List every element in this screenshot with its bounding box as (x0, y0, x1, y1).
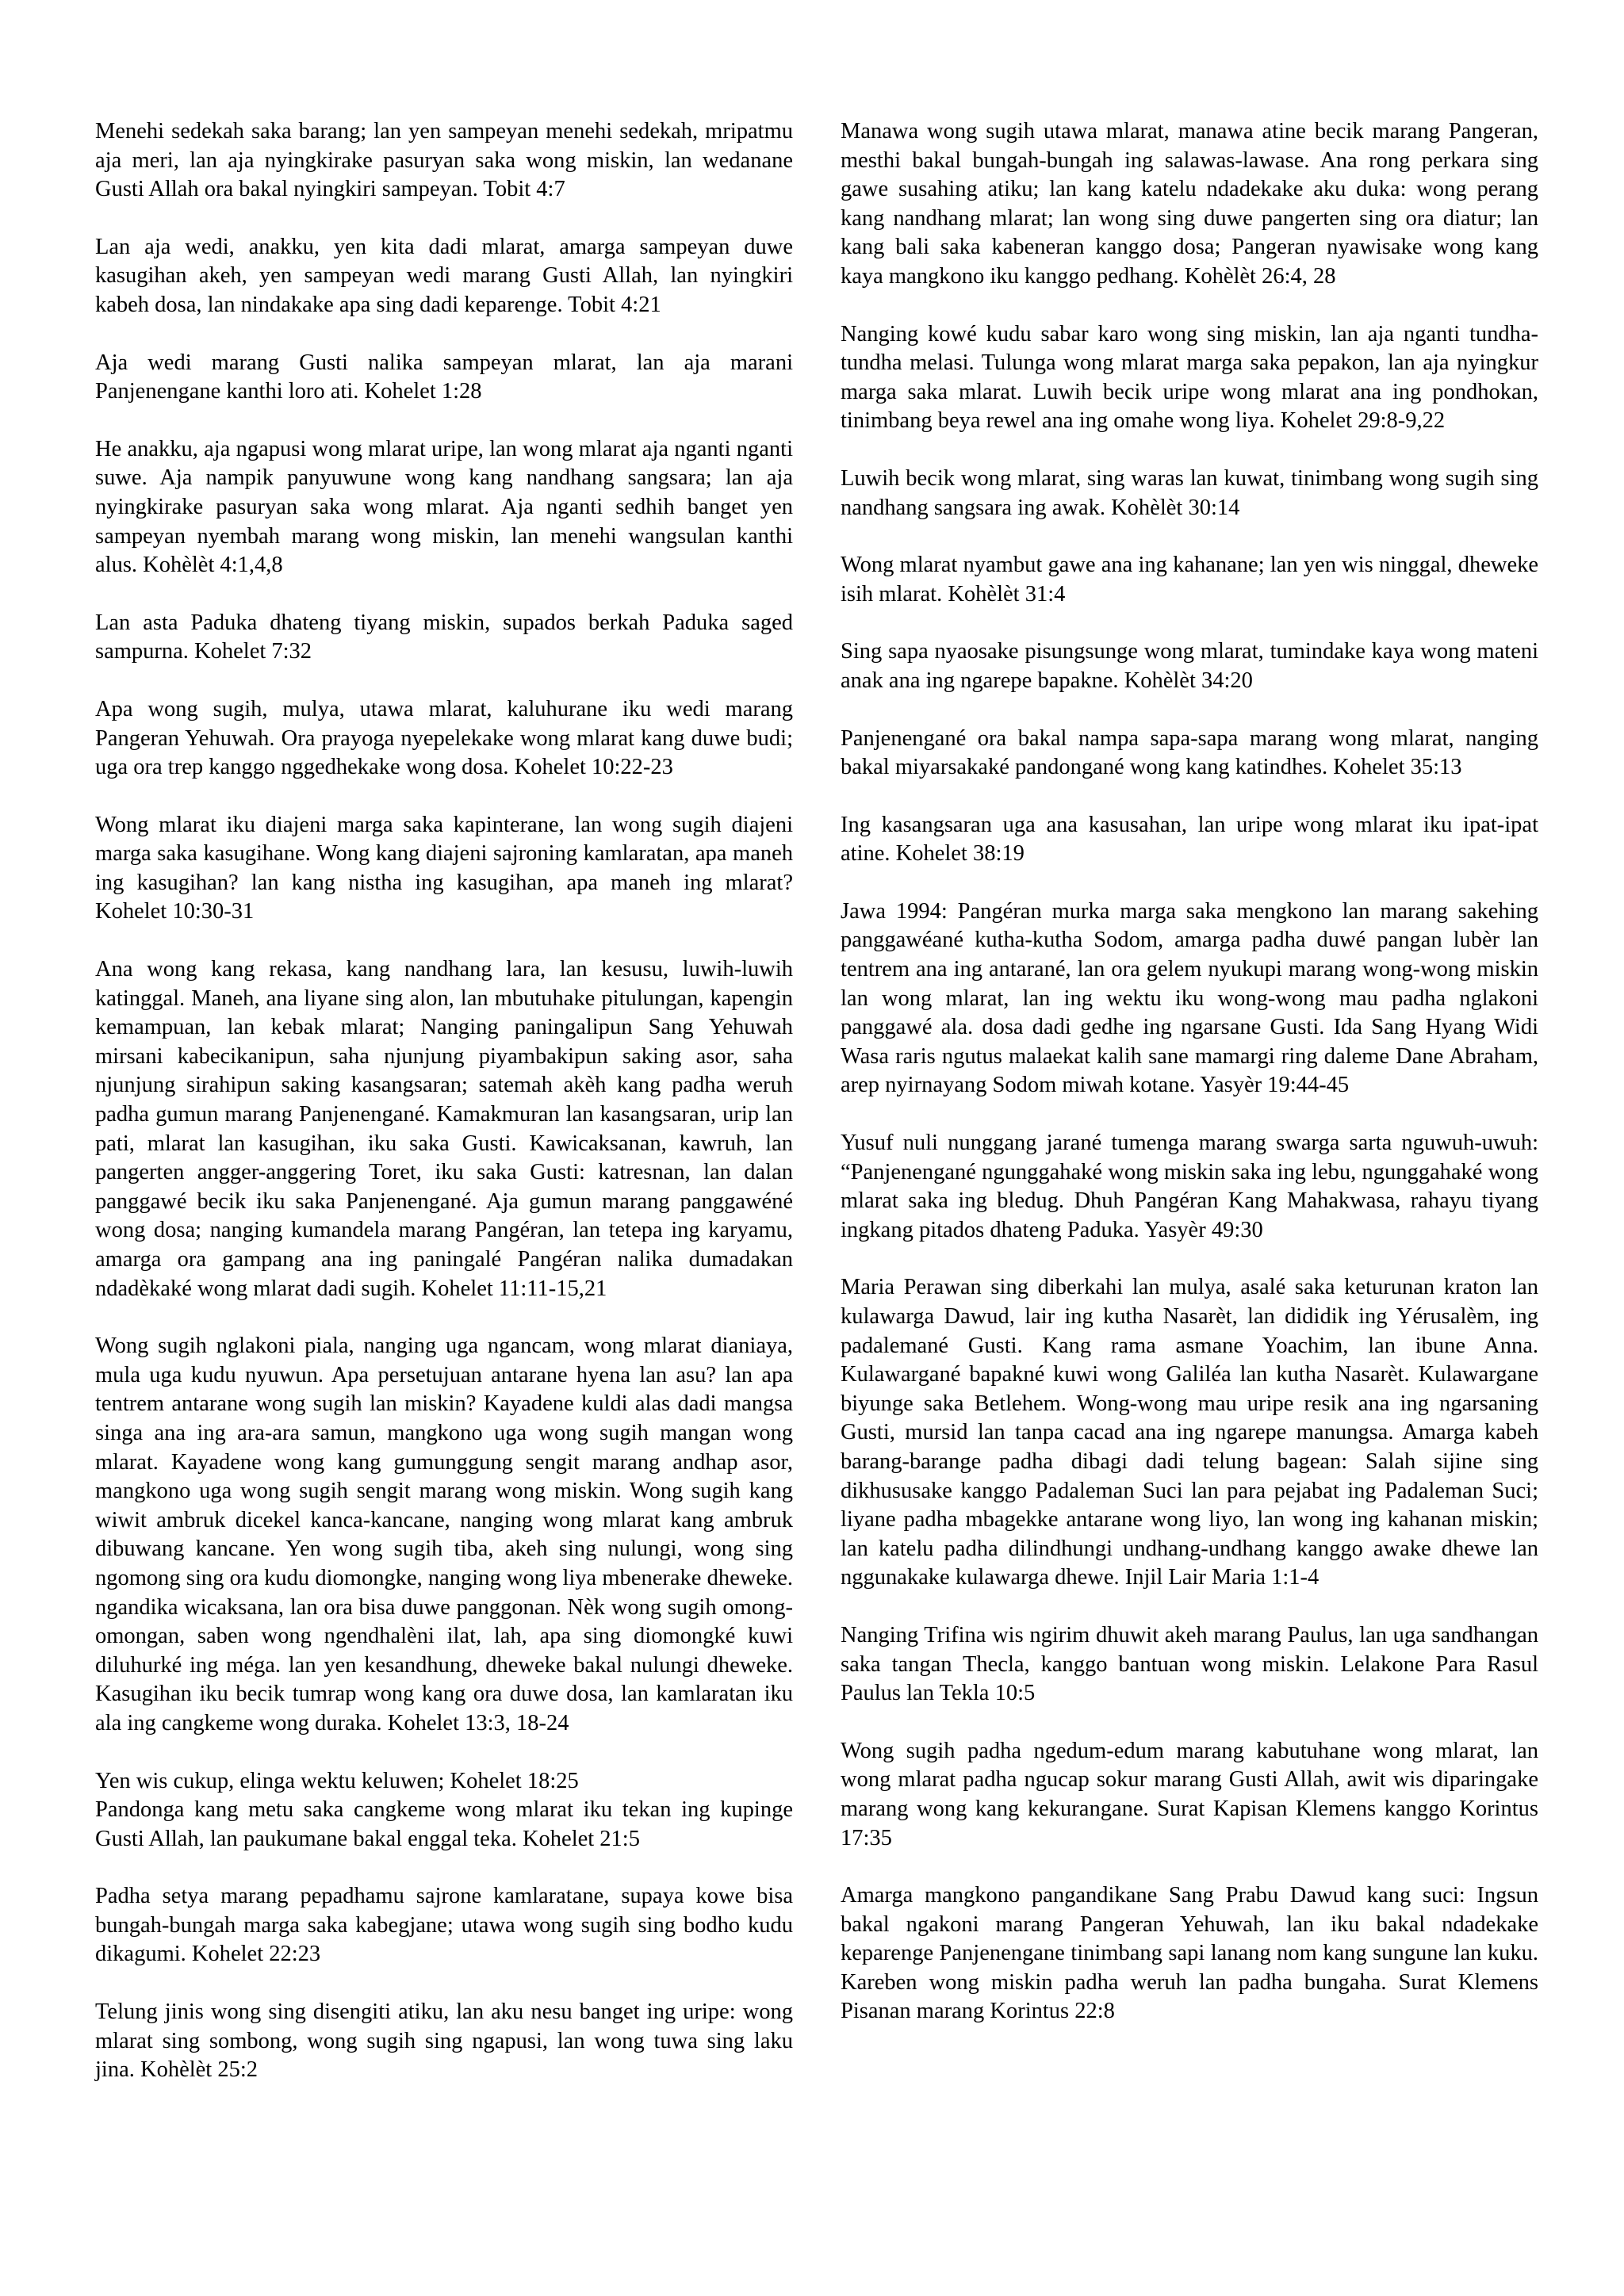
verse-paragraph: He anakku, aja ngapusi wong mlarat uripe, lan wong mlarat aja nganti nganti suwe. Aja nampik panyuwune wong kang nandhang sangsara; lan aja nyingkirake pasuryan saka wong mlarat. Aja nganti sedhih banget yen sampeyan nyembah marang wong miskin, lan menehi wangsulan kanthi alus. Kohèlèt 4:1,4,8 (95, 436, 793, 578)
verse-paragraph: Ana wong kang rekasa, kang nandhang lara, lan kesusu, luwih-luwih katinggal. Maneh, ana liyane sing alon, lan mbutuhake pitulungan, kapengin kemampuan, lan kebak mlarat; Nanging paningalipun Sang Yehuwah mirsani kabecikanipun, saha njunjung piyambakipun saking asor, saha njunjung sirahipun saking kasangsaran; satemah akèh kang padha weruh padha gumun marang Panjenengané. Kamakmuran lan kasangsaran, urip lan pati, mlarat lan kasugihan, iku saka Gusti. Kawicaksanan, kawruh, lan pangerten angger-anggering Toret, iku saka Gusti: katresnan, lan dalan panggawé becik iku saka Panjenengané. Aja gumun marang panggawéné wong dosa; nanging kumandela marang Pangéran, lan tetepa ing karyamu, amarga ora gampang ana ing paningalé Pangéran nalika dumadakan ndadèkaké wong mlarat dadi sugih. Kohelet 11:11-15,21 (95, 957, 793, 1301)
verse-paragraph: Lan aja wedi, anakku, yen kita dadi mlarat, amarga sampeyan duwe kasugihan akeh, yen sampeyan wedi marang Gusti Allah, lan nyingkiri kabeh dosa, lan nindakake apa sing dadi keparenge. Tobit 4:21 (95, 234, 793, 317)
verse-paragraph: Apa wong sugih, mulya, utawa mlarat, kaluhurane iku wedi marang Pangeran Yehuwah. Ora prayoga nyepelekake wong mlarat kang duwe budi; uga ora trep kanggo nggedhekake wong dosa. Kohelet 10:22-23 (95, 696, 793, 780)
verse-paragraph: Yen wis cukup, elinga wektu keluwen; Kohelet 18:25 (95, 1768, 579, 1793)
verse-paragraph: Panjenengané ora bakal nampa sapa-sapa marang wong mlarat, nanging bakal miyarsakaké pandongané wong kang katindhes. Kohelet 35:13 (841, 725, 1538, 780)
verse-paragraph: Menehi sedekah saka barang; lan yen sampeyan menehi sedekah, mripatmu aja meri, lan aja nyingkirake pasuryan saka wong miskin, lan wedanane Gusti Allah ora bakal nyingkiri sampeyan. Tobit 4:7 (95, 119, 793, 202)
verse-paragraph: Jawa 1994: Pangéran murka marga saka mengkono lan marang sakehing panggawéané kutha-kutha Sodom, amarga padha duwé pangan lubèr lan tentrem ana ing antarané, lan ora gelem nyukupi marang wong-wong miskin lan wong mlarat, lan ing wektu iku wong-wong mau padha nglakoni panggawé ala. dosa dadi gedhe ing ngarsane Gusti. Ida Sang Hyang Widi Wasa raris ngutus malaekat kalih sane mamargi ring daleme Dane Abraham, arep nyirnayang Sodom miwah kotane. Yasyèr 19:44-45 (841, 898, 1538, 1098)
left-column (95, 117, 793, 2258)
verse-paragraph: Telung jinis wong sing disengiti atiku, lan aku nesu banget ing uripe: wong mlarat sing sombong, wong sugih sing ngapusi, lan wong tuwa sing laku jina. Kohèlèt 25:2 (95, 1999, 793, 2083)
verse-paragraph: Wong mlarat nyambut gawe ana ing kahanane; lan yen wis ninggal, dheweke isih mlarat. Kohèlèt 31:4 (841, 553, 1538, 607)
verse-paragraph: Sing sapa nyaosake pisungsunge wong mlarat, tumindake kaya wong mateni anak ana ing ngarepe bapakne. Kohèlèt 34:20 (841, 639, 1538, 693)
verse-paragraph: Pandonga kang metu saka cangkeme wong mlarat iku tekan ing kupinge Gusti Allah, lan paukumane bakal enggal teka. Kohelet 21:5 (95, 1797, 793, 1851)
verse-paragraph: Padha setya marang pepadhamu sajrone kamlaratane, supaya kowe bisa bungah-bungah marga saka kabegjane; utawa wong sugih sing bodho kudu dikagumi. Kohelet 22:23 (95, 1884, 793, 1967)
document-page (95, 117, 1538, 2258)
verse-paragraph: Wong mlarat iku diajeni marga saka kapinterane, lan wong sugih diajeni marga saka kasugihane. Wong kang diajeni sajroning kamlaratan, apa maneh ing kasugihan? lan kang nistha ing kasugihan, apa maneh ing mlarat? Kohelet 10:30-31 (95, 812, 793, 924)
verse-paragraph: Ing kasangsaran uga ana kasusahan, lan uripe wong mlarat iku ipat-ipat atine. Kohelet 38:19 (841, 812, 1538, 867)
verse-paragraph: Luwih becik wong mlarat, sing waras lan kuwat, tinimbang wong sugih sing nandhang sangsara ing awak. Kohèlèt 30:14 (841, 465, 1538, 520)
verse-paragraph: Wong sugih padha ngedum-edum marang kabutuhane wong mlarat, lan wong mlarat padha ngucap sokur marang Gusti Allah, awit wis diparingake marang wong kang kekurangane. Surat Kapisan Klemens kanggo Korintus 17:35 (841, 1738, 1538, 1850)
verse-paragraph: Yusuf nuli nunggang jarané tumenga marang swarga sarta nguwuh-uwuh: “Panjenengané ngunggahaké wong miskin saka ing lebu, ngunggahaké wong mlarat saka ing bledug. Dhuh Pangéran Kang Mahakwasa, rahayu tiyang ingkang pitados dhateng Paduka. Yasyèr 49:30 (841, 1131, 1538, 1242)
verse-paragraph: Wong sugih nglakoni piala, nanging uga ngancam, wong mlarat dianiaya, mula uga kudu nyuwun. Apa persetujuan antarane hyena lan asu? lan apa tentrem antarane wong sugih lan miskin? Kayadene kuldi alas dadi mangsa singa ana ing ara-ara samun, mangkono uga wong sugih mangan wong mlarat. Kayadene wong kang gumunggung sengit marang andhap asor, mangkono uga wong sugih sengit marang wong miskin. Wong sugih kang wiwit ambruk dicekel kanca-kancane, nanging wong mlarat kang ambruk dibuwang kancane. Yen wong sugih tiba, akeh sing nulungi, wong sing ngomong sing ora kudu diomongke, nanging wong liya mbenerake dheweke. ngandika wicaksana, lan ora bisa duwe panggonan. Nèk wong sugih omong-omongan, saben wong ngendhalèni ilat, lah, apa sing diomongké kuwi diluhurké ing méga. lan yen kesandhung, dheweke bakal nulungi dheweke. Kasugihan iku becik tumrap wong kang ora duwe dosa, lan kamlaratan iku ala ing cangkeme wong duraka. Kohelet 13:3, 18-24 (95, 1334, 793, 1735)
right-column (841, 117, 1538, 2258)
verse-paragraph: Maria Perawan sing diberkahi lan mulya, asalé saka keturunan kraton lan kulawarga Dawud, lair ing kutha Nasarèt, lan dididik ing Yérusalèm, ing padalemané Gusti. Kang rama asmane Yoachim, lan ibune Anna. Kulawargané bapakné kuwi wong Galiléa lan kutha Nasarèt. Kulawargane biyunge saka Betlehem. Wong-wong mau uripe resik ana ing ngarsaning Gusti, mursid lan tanpa cacad ana ing ngarepe manungsa. Amarga kabeh barang-barange padha dibagi dadi telung bagean: Salah sijine sing dikhususake kanggo Padaleman Suci lan para pejabat ing Padaleman Suci; liyane padha mbagekke antarane wong liyo, lan wong ing kahanan miskin; lan katelu padha dilindhungi undhang-undhang kanggo awake dhewe lan nggunakake kulawarga dhewe. Injil Lair Maria 1:1-4 (841, 1275, 1538, 1590)
verse-paragraph: Lan asta Paduka dhateng tiyang miskin, supados berkah Paduka saged sampurna. Kohelet 7:32 (95, 610, 793, 664)
verse-paragraph: Manawa wong sugih utawa mlarat, manawa atine becik marang Pangeran, mesthi bakal bungah-bungah ing salawas-lawase. Ana rong perkara sing gawe susahing atiku; lan kang katelu ndadekake aku duka: wong perang kang nandhang mlarat; lan wong sing duwe pangerten sing ora diatur; lan kang bali saka kabeneran kanggo dosa; Pangeran nyawisake wong kang kaya mangkono iku kanggo pedhang. Kohèlèt 26:4, 28 (841, 119, 1538, 289)
verse-paragraph: Amarga mangkono pangandikane Sang Prabu Dawud kang suci: Ingsun bakal ngakoni marang Pangeran Yehuwah, lan iku bakal ndadekake keparenge Panjenengane tinimbang sapi lanang nom kang sungune lan kuku. Kareben wong miskin padha weruh lan padha bungaha. Surat Klemens Pisanan marang Korintus 22:8 (841, 1883, 1538, 2024)
verse-paragraph: Nanging kowé kudu sabar karo wong sing miskin, lan aja nganti tundha-tundha melasi. Tulunga wong mlarat marga saka pepakon, lan aja nyingkur marga saka mlarat. Luwih becik uripe wong mlarat ana ing pondhokan, tinimbang beya rewel ana ing omahe wong liya. Kohelet 29:8-9,22 (841, 321, 1538, 434)
verse-paragraph: Aja wedi marang Gusti nalika sampeyan mlarat, lan aja marani Panjenengane kanthi loro ati. Kohelet 1:28 (95, 350, 793, 404)
verse-paragraph: Nanging Trifina wis ngirim dhuwit akeh marang Paulus, lan uga sandhangan saka tangan Thecla, kanggo bantuan wong miskin. Lelakone Para Rasul Paulus lan Tekla 10:5 (841, 1622, 1538, 1706)
